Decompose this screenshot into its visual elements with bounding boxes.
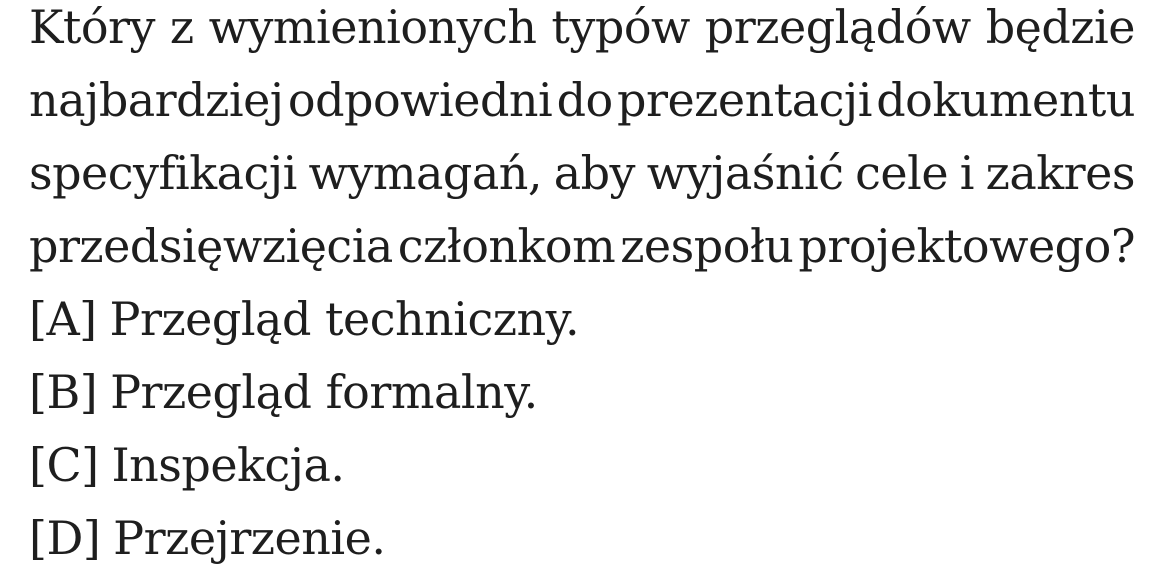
option-c-label: [C] (29, 438, 99, 492)
option-b[interactable] (29, 356, 1135, 429)
option-a-text: Przegląd techniczny. (109, 292, 580, 346)
option-c[interactable] (29, 429, 1135, 502)
question-line-3: specyfikacji wymagań, aby wyjaśnić cele i zakres (29, 146, 1135, 200)
question-line-1: Który z wymienionych typów przeglądów będzie (29, 0, 1135, 54)
question-line-4: przedsięwzięcia członkom zespołu projektowego? (29, 219, 1135, 273)
option-b-label: [B] (29, 365, 98, 419)
option-d[interactable] (29, 502, 1135, 575)
option-d-label: [D] (29, 511, 101, 565)
option-a[interactable] (29, 283, 1135, 356)
answer-options (29, 283, 1135, 575)
option-a-label: [A] (29, 292, 97, 346)
option-d-text: Przejrzenie. (113, 511, 386, 565)
option-b-text: Przegląd formalny. (110, 365, 538, 419)
question-text (29, 0, 1135, 283)
option-c-text: Inspekcja. (111, 438, 345, 492)
question-line-2: najbardziej odpowiedni do prezentacji dokumentu (29, 73, 1135, 127)
